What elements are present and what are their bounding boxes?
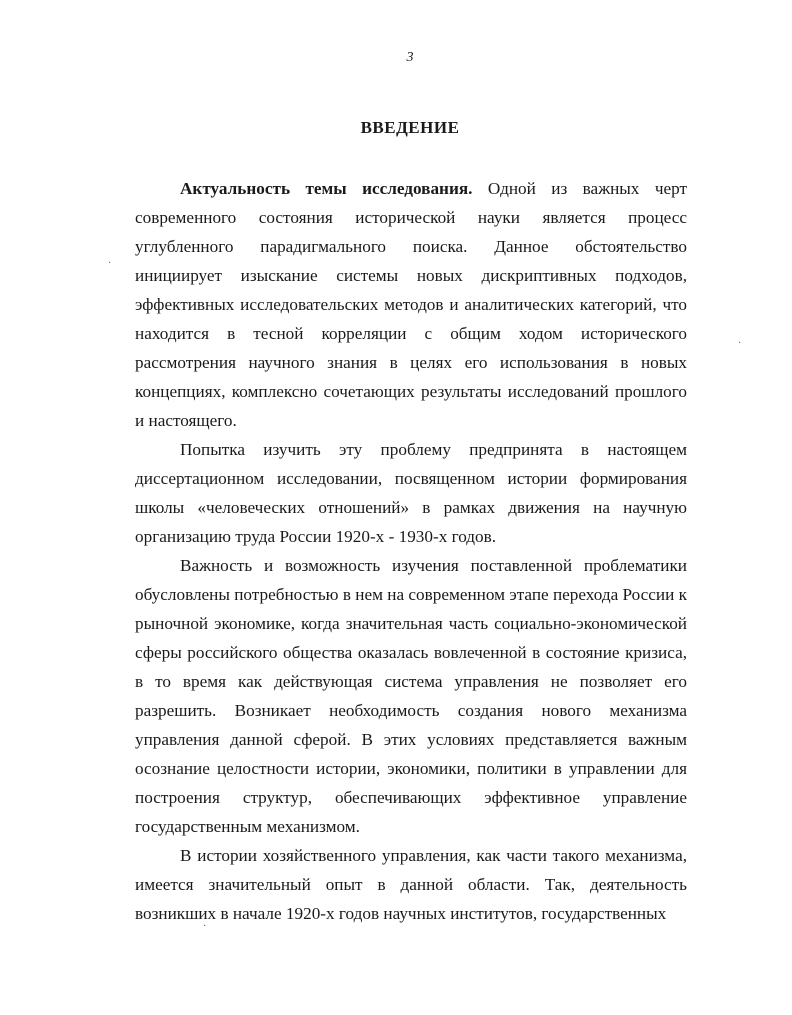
page-number: 3 — [406, 50, 414, 65]
paragraph-text: В истории хозяйственного управления, как части такого механизма, имеется значительный опыт в данной области. Так, деятельность возникших в начале 1920-х годов научных институтов, государственных — [135, 846, 687, 923]
paragraph-text: Важность и возможность изучения поставленной проблематики обусловлены потребностью в нем на современном этапе перехода России к рыночной экономике, когда значительная часть социально-экономической сферы российского общества оказалась вовлеченной в состояние кризиса, в то время как действующая система управления не позволяет его разрешить. Возникает необходимость создания нового механизма управления данной сферой. В этих условиях представляется важным осознание целостности истории, экономики, политики в управлении для построения структур, обеспечивающих эффективное управление государственным механизмом. — [135, 556, 687, 836]
scan-speck: · — [203, 921, 207, 932]
paragraph-history — [135, 841, 687, 928]
paragraph-lead: Актуальность темы исследования. — [180, 179, 473, 198]
paragraph-importance — [135, 551, 687, 841]
paragraph-attempt — [135, 435, 687, 551]
page-title: ВВЕДЕНИЕ — [360, 118, 460, 137]
paragraph-text: Попытка изучить эту проблему предпринята в настоящем диссертационном исследовании, посвященном истории формирования школы «человеческих отношений» в рамках движения на научную организацию труда России 1920-х - 1930-х годов. — [135, 440, 687, 546]
document-body — [135, 174, 687, 928]
paragraph-text: Одной из важных черт современного состояния исторической науки является процесс углубленного парадигмального поиска. Данное обстоятельство инициирует изыскание системы новых дискриптивных подходов, эффективных исследовательских методов и аналитических категорий, что находится в тесной корреляции с общим ходом исторического рассмотрения научного знания в целях его использования в новых концепциях, комплексно сочетающих результаты исследований прошлого и настоящего. — [135, 179, 687, 430]
scan-speck: · — [738, 338, 742, 349]
scan-speck: · — [108, 258, 112, 269]
paragraph-relevance — [135, 174, 687, 435]
